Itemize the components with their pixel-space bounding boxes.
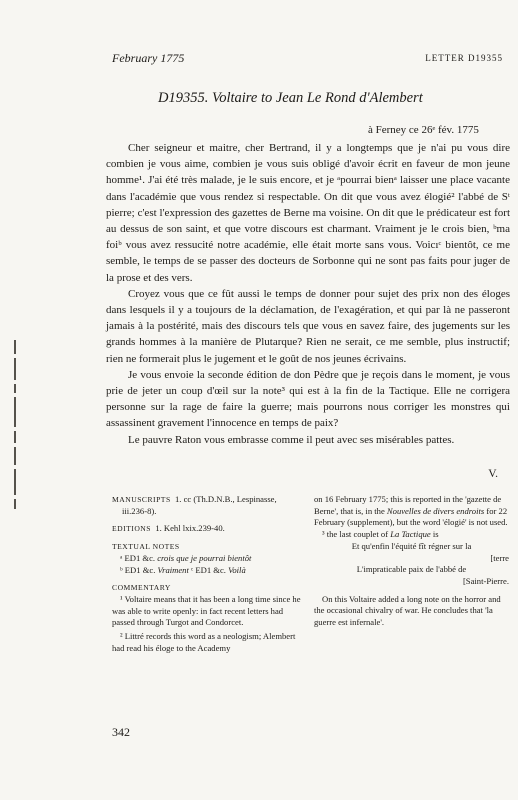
manuscripts-text: 1. cc (Th.D.N.B., Lespinasse, iii.236-8). bbox=[122, 494, 277, 516]
editions-note bbox=[112, 523, 302, 535]
commentary-label: COMMENTARY bbox=[112, 583, 171, 593]
notes-column-left bbox=[112, 494, 302, 654]
manuscripts-label: MANUSCRIPTS bbox=[112, 495, 171, 504]
letter-title: D19355. Voltaire to Jean Le Rond d'Alembert bbox=[158, 90, 423, 106]
page-number: 342 bbox=[112, 725, 130, 739]
verse-line-1: Et qu'enfin l'équité fît régner sur la bbox=[351, 540, 472, 551]
letter-paragraph-3: Je vous envoie la seconde édition de don Pèdre que je reçois dans le moment, je vous prie de jeter un coup d'œil sur la note³ qui est à la fin de la Tactique. Elle ne corrigera personne sur la rage de faire la guerre; mais pourrons nous corriger les monstres qui assassinent gravement l'innocence en temps de paix? bbox=[106, 368, 510, 430]
verse-line-1-end: [terre bbox=[490, 552, 509, 563]
verse-line-2-end: [Saint-Pierre. bbox=[462, 575, 509, 586]
running-header-letter-number: LETTER D19355 bbox=[425, 53, 503, 63]
editions-label: EDITIONS bbox=[112, 524, 152, 534]
letter-dateline: à Ferney ce 26ᵉ fév. 1775 bbox=[368, 124, 479, 136]
letter-paragraph-2: Croyez vous que ce fût aussi le temps de donner pour sujet des prix non des éloges dans lesquels il y a toujours de la déclamation, de l'exagération, et qui par là ne passeront jamais à la postérité, mais des discours tels que vous en savez faire, des jugements sur les grands hommes à la manière de Plutarque? Rien ne serait, ce me semble, plus instructif; rien ne formerait plus le jugement et le goût de nos jeunes écrivains. bbox=[106, 287, 510, 365]
textual-note-a: ᵃ ED1 &c. crois que je pourrai bientôt bbox=[120, 552, 252, 563]
editions-text: 1. Kehl lxix.239-40. bbox=[155, 523, 225, 534]
verse-line-2: L'impraticable paix de l'abbé de bbox=[356, 564, 467, 575]
commentary-note-3: ³ the last couplet of La Tactique is bbox=[322, 529, 439, 540]
letter-body bbox=[106, 140, 510, 448]
letter-signature: V. bbox=[488, 468, 498, 480]
commentary-note-2-continued: on 16 February 1775; this is reported in the 'gazette de Berne', that is, in the Nouvelles de divers endroits for 22 February (supplement), but the word 'élogié' is not used. bbox=[314, 494, 508, 528]
notes-column-right bbox=[314, 494, 509, 629]
binding-shadow-marks bbox=[14, 340, 20, 530]
manuscripts-note bbox=[112, 494, 302, 517]
textual-notes-label: TEXTUAL NOTES bbox=[112, 542, 180, 552]
textual-note-bc: ᵇ ED1 &c. Vraiment ᶜ ED1 &c. Voilà bbox=[120, 564, 246, 575]
commentary-note-1: ¹ Voltaire means that it has been a long time since he was able to write openly: in fact recent letters had passed through Turgot and Condorcet. bbox=[112, 593, 301, 628]
commentary-note-2: ² Littré records this word as a neologism; Alembert had read his éloge to the Academy bbox=[112, 631, 296, 653]
running-header-date: February 1775 bbox=[112, 51, 185, 65]
commentary-note-3-tail: On this Voltaire added a long note on the horror and the occasional chivalry of war. He concludes that 'la guerre est infernale'. bbox=[314, 593, 501, 628]
letter-paragraph-1: Cher seigneur et maitre, cher Bertrand, il y a longtemps que je n'ai pu vous dire combien je vous aime, combien je vous suis obligé d'avoir écrit en faveur de mon jeune homme¹. J'ai été très malade, je le suis encore, et je ᵃpourrai bienᵃ laisser une place vacante dans l'académie que vous rendez si respectable. On dit que vous avez élogié² l'abbé de Sᵗ pierre; c'est l'expression des gazettes de Berne ma voisine. On dit que le prédicateur est fort au dessus de son saint, et que votre discours est charmant. Vraiment je le crois bien, ᵇma foiᵇ vous avez ressucité notre académie, elle était morte sans vous. Voicıᶜ bientôt, ce me semble, le temps de se passer des docteurs de Sorbonne qui ne sont pas faits pour juger de la prose et des vers. bbox=[106, 142, 510, 284]
letter-paragraph-4: Le pauvre Raton vous embrasse comme il peut avec ses misérables pattes. bbox=[128, 433, 455, 446]
